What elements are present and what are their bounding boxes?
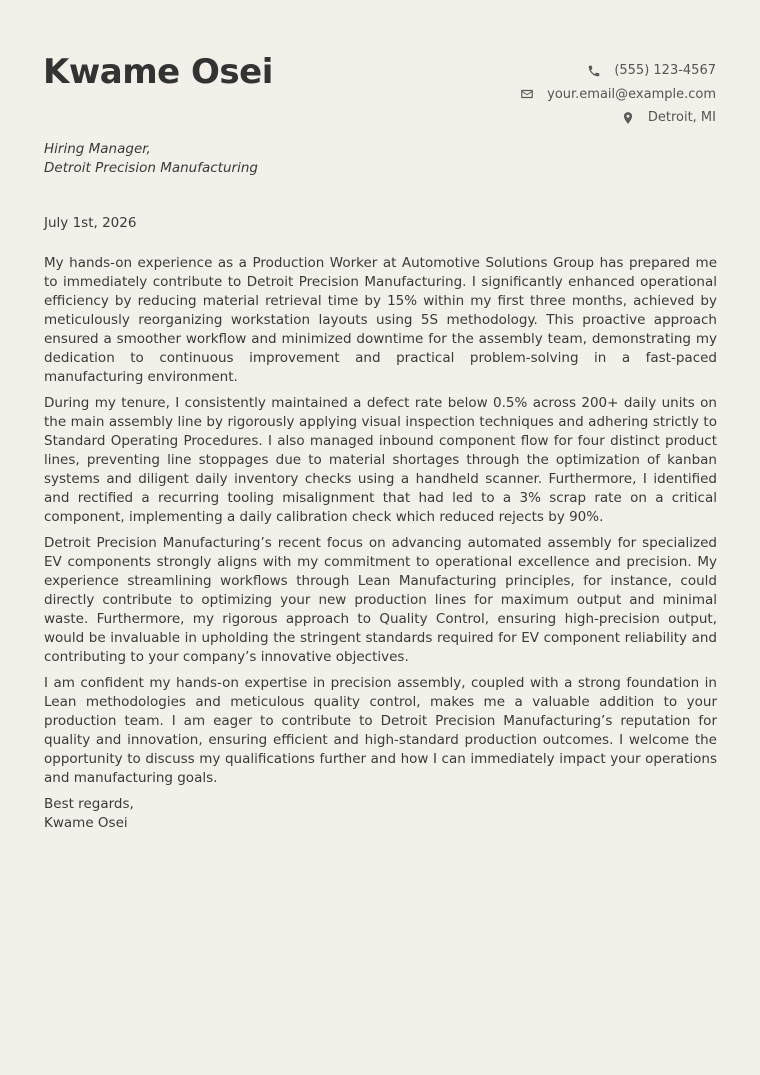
closing-salutation: Best regards, (44, 796, 134, 812)
body-paragraph: I am confident my hands-on expertise in precision assembly, coupled with a strong foundation in Lean methodologies and meticulous quality control, makes me a valuable addition to your production team. I am eager to contribute to Detroit Precision Manufacturing’s reputation for quality and innovation, ensuring efficient and high-standard production outcomes. I welcome the opportunity to discuss my qualifications further and how I can immediately impact your operations and manufacturing goals. (44, 675, 717, 786)
letter-body (44, 254, 717, 833)
recipient-company: Detroit Precision Manufacturing (44, 160, 258, 176)
contact-location-row (520, 106, 716, 130)
body-paragraph: My hands-on experience as a Production Worker at Automotive Solutions Group has prepared me to immediately contribute to Detroit Precision Manufacturing. I significantly enhanced operational efficiency by reducing material retrieval time by 15% within my first three months, achieved by meticulously reorganizing workstation layouts using 5S methodology. This proactive approach ensured a smoother workflow and minimized downtime for the assembly team, demonstrating my dedication to continuous improvement and practical problem-solving in a fast-paced manufacturing environment. (44, 255, 717, 385)
contact-email-row (520, 83, 716, 107)
phone-icon (587, 64, 601, 78)
applicant-name: Kwame Osei (43, 52, 273, 92)
closing-block (44, 795, 717, 833)
contact-phone-row (520, 59, 716, 83)
recipient-block (44, 140, 258, 178)
body-paragraph: During my tenure, I consistently maintained a defect rate below 0.5% across 200+ daily units on the main assembly line by rigorously applying visual inspection techniques and adhering strictly to Standard Operating Procedures. I also managed inbound component flow for four distinct product lines, preventing line stoppages due to material shortages through the optimization of kanban systems and diligent daily inventory checks using a handheld scanner. Furthermore, I identified and rectified a recurring tooling misalignment that had led to a 3% scrap rate on a critical component, implementing a daily calibration check which reduced rejects by 90%. (44, 395, 717, 525)
recipient-title: Hiring Manager, (44, 141, 151, 157)
contact-email: your.email@example.com (547, 86, 716, 102)
contact-block (520, 59, 716, 130)
letter-date: July 1st, 2026 (44, 215, 137, 231)
envelope-icon (520, 87, 534, 101)
contact-phone: (555) 123-4567 (614, 63, 716, 79)
signature-name: Kwame Osei (44, 815, 128, 831)
contact-location: Detroit, MI (647, 110, 716, 126)
map-pin-icon (621, 111, 635, 125)
body-paragraph: Detroit Precision Manufacturing’s recent focus on advancing automated assembly for specialized EV components strongly aligns with my commitment to operational excellence and precision. My experience streamlining workflows through Lean Manufacturing principles, for instance, could directly contribute to optimizing your new production lines for maximum output and minimal waste. Furthermore, my rigorous approach to Quality Control, ensuring high-precision output, would be invaluable in upholding the stringent standards required for EV component reliability and contributing to your company’s innovative objectives. (44, 535, 717, 665)
